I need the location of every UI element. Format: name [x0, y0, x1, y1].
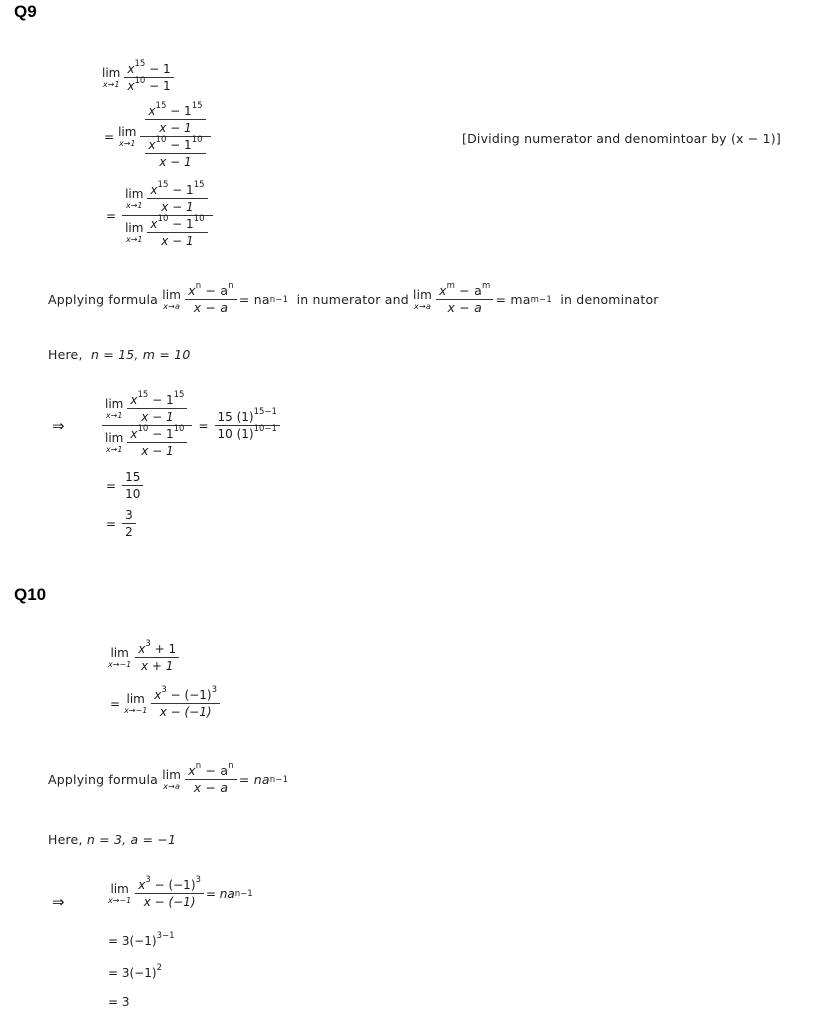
q9-formula-line: Applying formula lim x→a $\frac{x^n - a^n}{x - a}$ = na n−1 in numerator and lim x→a $\frac{x^m - a^m}{x - a}$ = ma m−1 in denominator: [48, 281, 659, 315]
fraction: $\frac{15 (1)^{15-1}}{10 (1)^{10-1}}$: [215, 410, 280, 441]
q9-line-3: = lim x→1 $\frac{x^{15} - 1^{15}}{x - 1}$ lim x→1 $\frac{x^{10} - 1^{10}}{x - 1}$: [102, 183, 215, 248]
q10-heading: Q10: [14, 585, 47, 604]
q10-formula-line: Applying formula lim x→a $\frac{x^n - a^n}{x - a}$ = na n−1: [48, 761, 289, 795]
q10-step-1: = $3(-1)^{3-1}$: [108, 931, 175, 948]
q9-line-2: = lim x→1 $\frac{\frac{x^{15} - 1^{15}}{x - 1}}{\frac{x^{10} - 1^{10}}{x - 1}}$: [100, 104, 213, 169]
compound-fraction: $\frac{\frac{x^{15} - 1^{15}}{x - 1}}{\frac{x^{10} - 1^{10}}{x - 1}}$: [140, 104, 210, 169]
q9-step-2: = $\frac{3}{2}$: [102, 508, 138, 539]
limit-operator: lim x→1: [102, 65, 121, 89]
q10-line-3: lim x→−1 $\frac{x^3 - (-1)^3}{x - (-1)}$ = na n−1: [108, 875, 253, 909]
fraction: $\frac{x^3 - (-1)^3}{x - (-1)}$: [135, 878, 204, 909]
q10-here-line: Here, n = 3, a = −1: [48, 832, 177, 847]
q10-step-2: = $3(-1)^2$: [108, 963, 162, 980]
compound-fraction: lim x→1 $\frac{x^{15} - 1^{15}}{x - 1}$ lim x→1 $\frac{x^{10} - 1^{10}}{x - 1}$: [122, 183, 212, 248]
limit-operator: lim x→1: [118, 124, 137, 148]
q10-line-2: = lim x→−1 $\frac{x^3 - (-1)^3}{x - (-1)}$: [106, 688, 222, 719]
q9-result-line: lim x→1 $\frac{x^{15} - 1^{15}}{x - 1}$ lim x→1 $\frac{x^{10} - 1^{10}}{x - 1}$ = $\frac{15 (1)^{15-1}}{10 (1)^{10-1}}$: [100, 393, 282, 458]
fraction: $\frac{x^3 - (-1)^3}{x - (-1)}$: [151, 688, 220, 719]
fraction: $\frac{x^{15} - 1}{x^{10} - 1}$: [124, 62, 173, 93]
q10-line-1: [108, 639, 181, 673]
q9-line-1: [102, 59, 176, 93]
q9-heading: Q9: [14, 2, 37, 21]
implies-icon: ⇒: [52, 417, 65, 435]
fraction: $\frac{x^3 + 1}{x + 1}$: [135, 642, 179, 673]
q9-step-1: = $\frac{15}{10}$: [102, 470, 145, 501]
limit-operator: lim x→−1: [108, 645, 132, 669]
implies-icon: ⇒: [52, 893, 65, 911]
q9-here-line: Here, n = 15, m = 10: [48, 347, 191, 362]
q10-step-3: = 3: [108, 995, 130, 1009]
compound-fraction: lim x→1 $\frac{x^{15} - 1^{15}}{x - 1}$ lim x→1 $\frac{x^{10} - 1^{10}}{x - 1}$: [102, 393, 192, 458]
q9-note: [Dividing numerator and denomintoar by (x − 1)]: [462, 131, 781, 146]
